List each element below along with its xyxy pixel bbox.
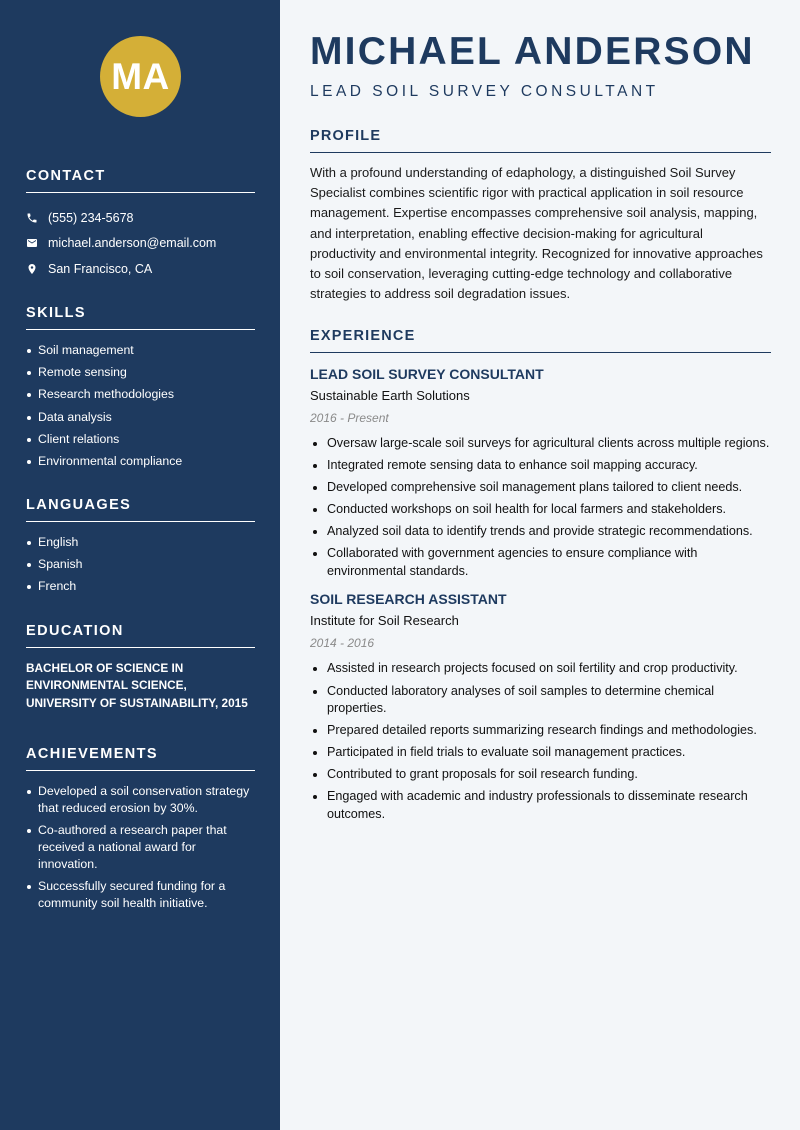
profile-heading: PROFILE [310,128,771,153]
education-entry: BACHELOR OF SCIENCE IN ENVIRONMENTAL SCIENCE, UNIVERSITY OF SUSTAINABILITY, 2015 [26,661,248,710]
contact-location [26,256,255,282]
job-bullet: Developed comprehensive soil management plans tailored to client needs. [310,479,771,497]
achievement-item: Successfully secured funding for a community soil health initiative. [26,878,255,912]
skill-item: Data analysis [26,409,255,426]
job-bullets [310,435,771,580]
candidate-name: MICHAEL ANDERSON [310,30,755,73]
sidebar [0,0,280,1130]
languages-section [26,497,255,601]
skill-item: Client relations [26,431,255,448]
location-text: San Francisco, CA [48,261,153,276]
job-company: Sustainable Earth Solutions [310,388,470,403]
language-item: French [26,578,255,595]
skill-item: Remote sensing [26,364,255,381]
education-section [26,623,255,712]
achievements-heading: ACHIEVEMENTS [26,746,255,771]
avatar: MA [100,36,181,117]
email-text: michael.anderson@email.com [48,236,217,251]
email-icon [26,237,48,249]
location-pin-icon [26,263,48,275]
education-heading: EDUCATION [26,623,255,648]
phone-text: (555) 234-5678 [48,210,134,225]
contact-section [26,168,255,282]
language-item: English [26,534,255,551]
job-bullet: Conducted laboratory analyses of soil samples to determine chemical properties. [310,683,771,718]
skill-item: Soil management [26,342,255,359]
contact-phone [26,205,255,231]
job-bullet: Assisted in research projects focused on soil fertility and crop productivity. [310,660,771,678]
language-item: Spanish [26,556,255,573]
skill-item: Research methodologies [26,386,255,403]
phone-icon [26,212,48,224]
achievement-item: Developed a soil conservation strategy that reduced erosion by 30%. [26,783,255,817]
job-bullet: Oversaw large-scale soil surveys for agricultural clients across multiple regions. [310,435,771,453]
job-entry [310,590,771,823]
achievements-section [26,746,255,917]
profile-text: With a profound understanding of edaphology, a distinguished Soil Survey Specialist combines scientific rigor with practical application in soil resource management. Expertise encompasses comprehensive soil analysis, mapping, and interpretation, enabling effective decision-making for agricultural productivity and environmental integrity. Recognized for innovative approaches to soil conservation, leveraging cutting-edge technology and collaborative strategies to address soil degradation issues. [310,165,763,302]
achievement-item: Co-authored a research paper that received a national award for innovation. [26,822,255,873]
candidate-title: LEAD SOIL SURVEY CONSULTANT [310,83,659,100]
job-entry [310,365,771,580]
skills-list [26,342,255,470]
languages-list [26,534,255,595]
profile-section [310,128,771,304]
skill-item: Environmental compliance [26,453,255,470]
job-company: Institute for Soil Research [310,613,459,629]
job-bullet: Conducted workshops on soil health for local farmers and stakeholders. [310,501,771,519]
experience-section [310,328,771,828]
skills-section [26,305,255,475]
job-bullet: Collaborated with government agencies to ensure compliance with environmental standards. [310,545,771,580]
job-bullet: Integrated remote sensing data to enhance soil mapping accuracy. [310,457,771,475]
job-title: LEAD SOIL SURVEY CONSULTANT [310,366,544,382]
job-bullet: Contributed to grant proposals for soil research funding. [310,766,771,784]
job-bullet: Analyzed soil data to identify trends and provide strategic recommendations. [310,523,771,541]
contact-email [26,231,255,257]
job-bullet: Engaged with academic and industry professionals to disseminate research outcomes. [310,788,771,823]
job-dates: 2014 - 2016 [310,636,375,651]
job-title: SOIL RESEARCH ASSISTANT [310,591,507,608]
achievements-list [26,783,255,912]
job-bullets [310,660,771,823]
skills-heading: SKILLS [26,305,255,330]
job-dates: 2016 - Present [310,411,389,425]
job-bullet: Participated in field trials to evaluate soil management practices. [310,744,771,762]
contact-heading: CONTACT [26,168,255,193]
languages-heading: LANGUAGES [26,497,255,522]
job-bullet: Prepared detailed reports summarizing research findings and methodologies. [310,722,771,740]
experience-heading: EXPERIENCE [310,328,771,353]
